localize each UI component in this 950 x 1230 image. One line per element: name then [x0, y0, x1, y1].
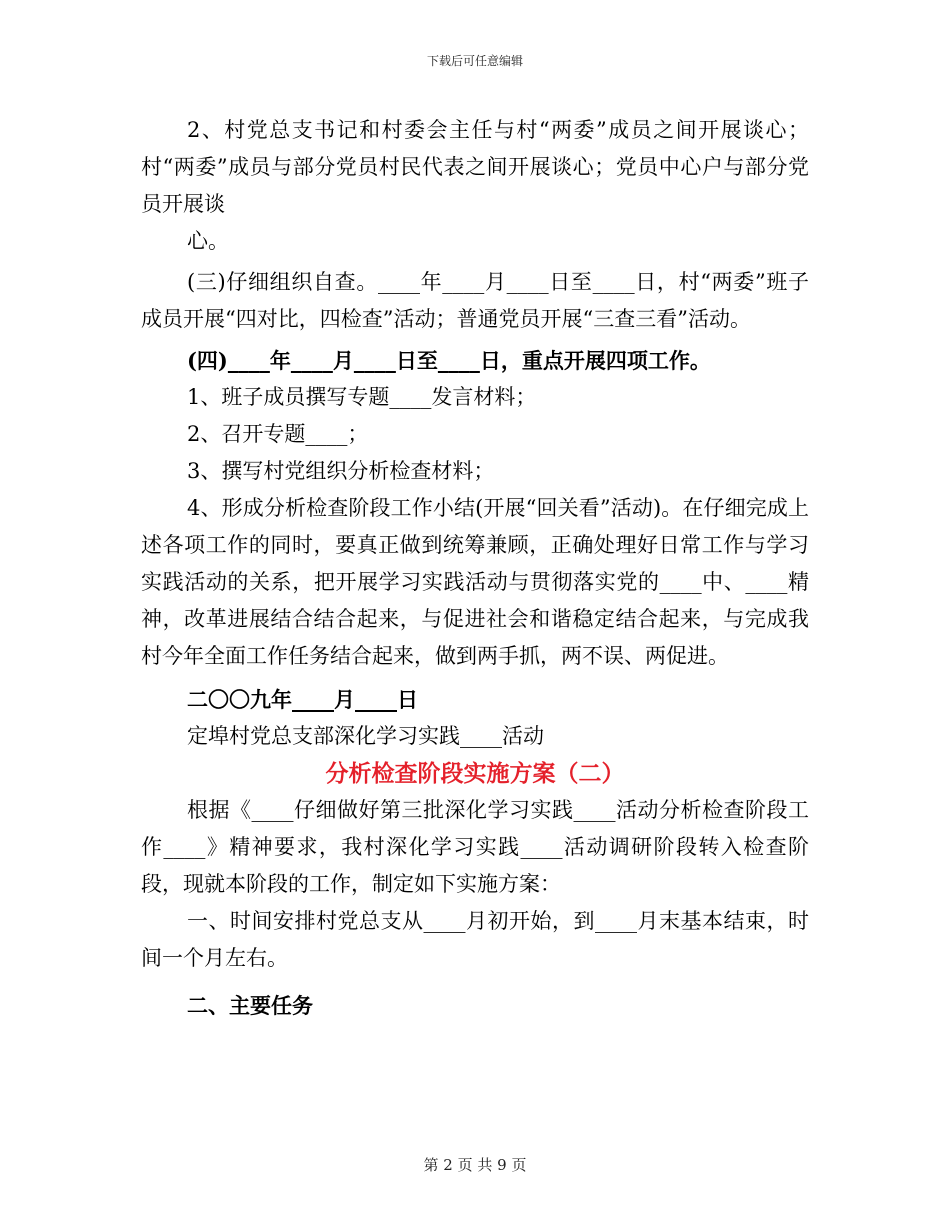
- list-item-4: 4、形成分析检查阶段工作小结(开展“回关看”活动)。在仔细完成上述各项工作的同时，要真正做到统筹兼顾，正确处理好日常工作与学习实践活动的关系，把开展学习实践活动与贯彻落实党的____中、____精神，改革进展结合结合起来，与促进社会和谐稳定结合起来，与完成我村今年全面工作任务结合起来，做到两手抓，两不误、两促进。: [141, 496, 809, 668]
- date-line: 二〇〇九年____月____日: [187, 687, 418, 712]
- organization-line: 定埠村党总支部深化学习实践____活动: [187, 724, 544, 748]
- paragraph-four-tasks-heading: (四)____年____月____日至____日，重点开展四项工作。: [187, 348, 711, 373]
- paragraph-basis: 根据《____仔细做好第三批深化学习实践____活动分析检查阶段工作____》精神要求，我村深化学习实践____活动调研阶段转入检查阶段，现就本阶段的工作，制定如下实施方案：: [141, 798, 809, 896]
- paragraph-self-check: (三)仔细组织自查。____年____月____日至____日，村“两委”班子成员开展“四对比，四检查”活动；普通党员开展“三查三看”活动。: [141, 270, 809, 331]
- paragraph-talks-continued: 心。: [187, 229, 229, 253]
- list-item-3: 3、撰写村党组织分析检查材料；: [187, 459, 495, 483]
- paragraph-talks: 2、村党总支书记和村委会主任与村“两委”成员之间开展谈心；村“两委”成员与部分党员村民代表之间开展谈心；党员中心户与部分党员开展谈: [141, 118, 809, 216]
- page-header: 下载后可任意编辑: [426, 54, 523, 68]
- list-item-2: 2、召开专题____；: [187, 422, 369, 446]
- section-title: 分析检查阶段实施方案（二）: [325, 760, 625, 787]
- document-body: [141, 112, 809, 1024]
- paragraph-schedule: 一、时间安排村党总支从____月初开始，到____月末基本结束，时间一个月左右。: [141, 909, 809, 970]
- list-item-1: 1、班子成员撰写专题____发言材料；: [187, 385, 537, 409]
- heading-main-tasks: 二、主要任务: [187, 993, 313, 1018]
- page-indicator: 第 2 页 共 9 页: [423, 1156, 527, 1174]
